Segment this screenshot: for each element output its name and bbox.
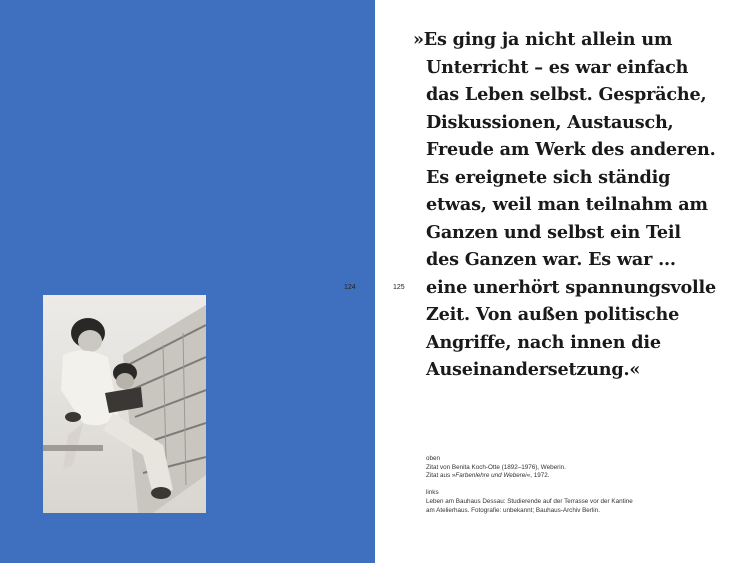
quote-line: Diskussionen, Austausch,	[426, 111, 674, 133]
bauhaus-terrace-photo	[43, 295, 206, 513]
pull-quote	[413, 26, 743, 384]
caption-text	[426, 472, 726, 481]
quote-line: Es ereignete sich ständig	[426, 166, 671, 188]
quote-line: Zeit. Von außen politische	[426, 304, 680, 325]
quote-line: Auseinandersetzung.«	[426, 359, 641, 380]
quote-line: Freude am Werk des anderen.	[426, 139, 716, 160]
captions	[426, 455, 726, 524]
caption-suffix: «, 1972.	[526, 472, 550, 480]
quote-line: des Ganzen war. Es war ...	[426, 249, 676, 270]
page-number-left: 124	[344, 284, 356, 291]
quote-line: eine unerhört spannungsvolle	[426, 276, 716, 298]
quote-line: etwas, weil man teilnahm am	[426, 194, 708, 215]
caption-text: Zitat von Benita Koch-Otte (1892–1976), Weberin.	[426, 463, 566, 471]
quote-line: das Leben selbst. Gespräche,	[426, 84, 707, 105]
caption-heading: oben	[426, 455, 441, 462]
book-title: Farbenlehre und Weberei	[455, 472, 527, 480]
caption-prefix: Zitat aus »	[426, 472, 456, 480]
quote-line: »Es ging ja nicht allein um	[413, 29, 673, 50]
photo-illustration	[43, 295, 206, 513]
caption-text: am Atelierhaus. Fotografie: unbekannt; Bauhaus-Archiv Berlin.	[426, 506, 600, 514]
caption-heading: links	[426, 489, 439, 497]
quote-line: Unterricht – es war einfach	[426, 56, 689, 78]
caption-left	[426, 489, 726, 515]
caption-text: Leben am Bauhaus Dessau: Studierende auf der Terrasse vor der Kantine	[426, 497, 633, 505]
page-number-right: 125	[393, 284, 405, 291]
quote-line: Ganzen und selbst ein Teil	[426, 221, 681, 243]
quote-line: Angriffe, nach innen die	[426, 331, 661, 353]
caption-top	[426, 455, 726, 481]
